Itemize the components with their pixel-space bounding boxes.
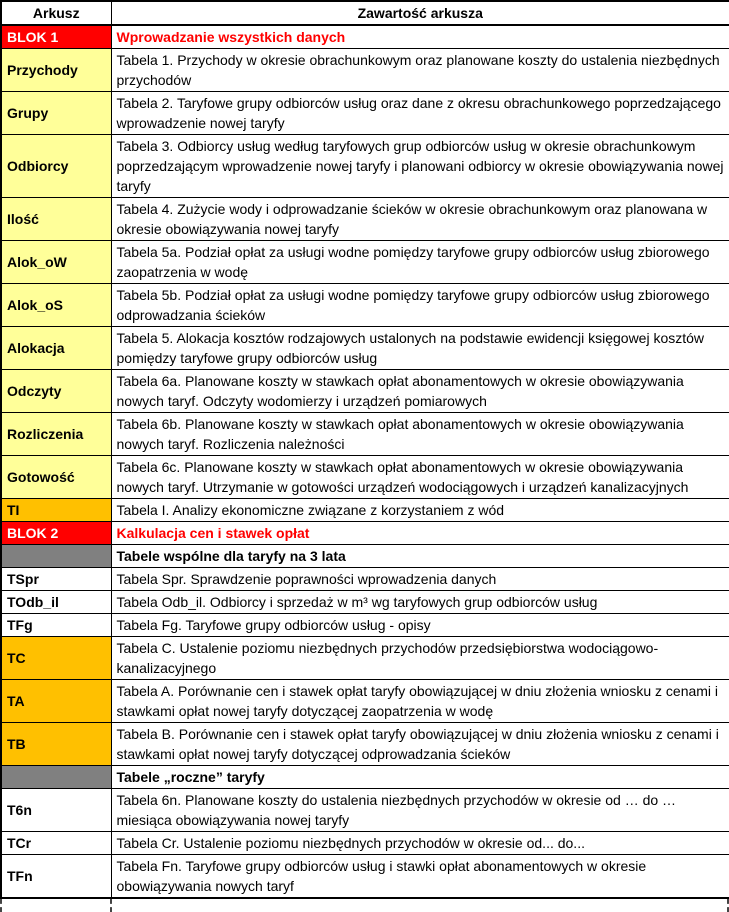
table-row: [1, 499, 729, 522]
table-row: [1, 370, 729, 413]
sheet-content-cell: Wprowadzanie wszystkich danych: [111, 25, 729, 49]
table-row: [1, 49, 729, 92]
table-row: [1, 25, 729, 49]
sheet-content-cell: Tabela C. Ustalenie poziomu niezbędnych przychodów przedsiębiorstwa wodociągowo-kanalizacyjnego: [111, 637, 729, 680]
sheet-name-cell: [1, 545, 111, 568]
sheet-content-cell: Tabela 6a. Planowane koszty w stawkach opłat abonamentowych w okresie obowiązywania nowych taryf. Odczyty wodomierzy i urządzeń pomiarowych: [111, 370, 729, 413]
sheet-name-cell: BLOK 2: [1, 522, 111, 545]
sheet-content-cell: Tabela A. Porównanie cen i stawek opłat taryfy obowiązującej w dniu złożenia wniosku z cenami i stawkami opłat nowej taryfy dotyczącej zaopatrzenia w wodę: [111, 680, 729, 723]
table-row: [1, 680, 729, 723]
sheet-name-cell: Alok_oS: [1, 284, 111, 327]
table-row: [1, 135, 729, 198]
table-row: [1, 568, 729, 591]
sheet-content-cell: Tabela Cr. Ustalenie poziomu niezbędnych przychodów w okresie od... do...: [111, 832, 729, 855]
sheet-name-cell: TC: [1, 637, 111, 680]
sheet-name-cell: Alokacja: [1, 327, 111, 370]
table-row: [1, 284, 729, 327]
sheet-name-cell: TOdb_il: [1, 591, 111, 614]
sheet-content-cell: Tabela 2. Taryfowe grupy odbiorców usług oraz dane z okresu obrachunkowego poprzedzającego wprowadzenie nowej taryfy: [111, 92, 729, 135]
sheet-name-cell: TA: [1, 680, 111, 723]
table-open-bottom-row: [0, 899, 729, 912]
sheet-content-cell: Tabele wspólne dla taryfy na 3 lata: [111, 545, 729, 568]
sheet-content-cell: Tabela Fg. Taryfowe grupy odbiorców usług - opisy: [111, 614, 729, 637]
sheet-name-cell: TB: [1, 723, 111, 766]
table-row: [1, 591, 729, 614]
dashed-gridline-left: [0, 899, 2, 912]
column-header-arkusz: Arkusz: [1, 1, 111, 25]
table-row: [1, 614, 729, 637]
sheet-content-cell: Tabela I. Analizy ekonomiczne związane z korzystaniem z wód: [111, 499, 729, 522]
table-row: [1, 92, 729, 135]
sheet-name-cell: TCr: [1, 832, 111, 855]
sheet-name-cell: Alok_oW: [1, 241, 111, 284]
sheet-name-cell: Rozliczenia: [1, 413, 111, 456]
sheet-name-cell: TI: [1, 499, 111, 522]
sheet-name-cell: Grupy: [1, 92, 111, 135]
sheet-name-cell: Odczyty: [1, 370, 111, 413]
table-row: [1, 766, 729, 789]
sheet-name-cell: BLOK 1: [1, 25, 111, 49]
header-row: [1, 1, 729, 25]
sheet-content-cell: Tabela 4. Zużycie wody i odprowadzanie ścieków w okresie obrachunkowym oraz planowana w okresie obowiązywania nowej taryfy: [111, 198, 729, 241]
sheet-content-cell: Tabela Odb_il. Odbiorcy i sprzedaż w m³ wg taryfowych grup odbiorców usług: [111, 591, 729, 614]
sheet-name-cell: Ilość: [1, 198, 111, 241]
table-row: [1, 789, 729, 832]
sheet-name-cell: Gotowość: [1, 456, 111, 499]
sheet-name-cell: Przychody: [1, 49, 111, 92]
table-row: [1, 545, 729, 568]
sheet-content-cell: Tabele „roczne” taryfy: [111, 766, 729, 789]
sheet-content-cell: Tabela 5b. Podział opłat za usługi wodne pomiędzy taryfowe grupy odbiorców usług zbiorowego odprowadzania ścieków: [111, 284, 729, 327]
table-row: [1, 198, 729, 241]
table-row: [1, 522, 729, 545]
table-row: [1, 723, 729, 766]
sheet-content-cell: Tabela Spr. Sprawdzenie poprawności wprowadzenia danych: [111, 568, 729, 591]
sheet-name-cell: TFg: [1, 614, 111, 637]
table-row: [1, 456, 729, 499]
sheet-content-cell: Tabela 6b. Planowane koszty w stawkach opłat abonamentowych w okresie obowiązywania nowych taryf. Rozliczenia należności: [111, 413, 729, 456]
sheet-content-cell: Tabela 1. Przychody w okresie obrachunkowym oraz planowane koszty do ustalenia niezbędnych przychodów: [111, 49, 729, 92]
table-row: [1, 241, 729, 284]
sheet-content-cell: Tabela 6n. Planowane koszty do ustalenia niezbędnych przychodów w okresie od … do … miesiąca obowiązywania nowej taryfy: [111, 789, 729, 832]
table-row: [1, 832, 729, 855]
column-header-zawartosc: Zawartość arkusza: [111, 1, 729, 25]
sheet-content-cell: Tabela 6c. Planowane koszty w stawkach opłat abonamentowych w okresie obowiązywania nowych taryf. Utrzymanie w gotowości urządzeń wodociągowych i urządzeń kanalizacyjnych: [111, 456, 729, 499]
table-row: [1, 855, 729, 899]
sheet-name-cell: Odbiorcy: [1, 135, 111, 198]
table-row: [1, 637, 729, 680]
sheet-content-cell: Tabela B. Porównanie cen i stawek opłat taryfy obowiązującej w dniu złożenia wniosku z cenami i stawkami opłat nowej taryfy dotyczącej odprowadzania ścieków: [111, 723, 729, 766]
sheet-name-cell: [1, 766, 111, 789]
table-row: [1, 413, 729, 456]
sheet-name-cell: TFn: [1, 855, 111, 899]
dashed-gridline-divider: [110, 899, 112, 912]
sheet-name-cell: TSpr: [1, 568, 111, 591]
sheet-content-cell: Tabela Fn. Taryfowe grupy odbiorców usług i stawki opłat abonamentowych w okresie obowiązywania nowych taryf: [111, 855, 729, 899]
sheet-name-cell: T6n: [1, 789, 111, 832]
sheet-content-cell: Tabela 3. Odbiorcy usług według taryfowych grup odbiorców usług w okresie obrachunkowym poprzedzającym wprowadzenie nowej taryfy i planowani odbiorcy w okresie obowiązywania nowej taryfy: [111, 135, 729, 198]
table-row: [1, 327, 729, 370]
sheet-content-cell: Tabela 5. Alokacja kosztów rodzajowych ustalonych na podstawie ewidencji księgowej kosztów pomiędzy taryfowe grupy odbiorców usług: [111, 327, 729, 370]
sheet-content-cell: Tabela 5a. Podział opłat za usługi wodne pomiędzy taryfowe grupy odbiorców usług zbiorowego zaopatrzenia w wodę: [111, 241, 729, 284]
sheet-content-cell: Kalkulacja cen i stawek opłat: [111, 522, 729, 545]
